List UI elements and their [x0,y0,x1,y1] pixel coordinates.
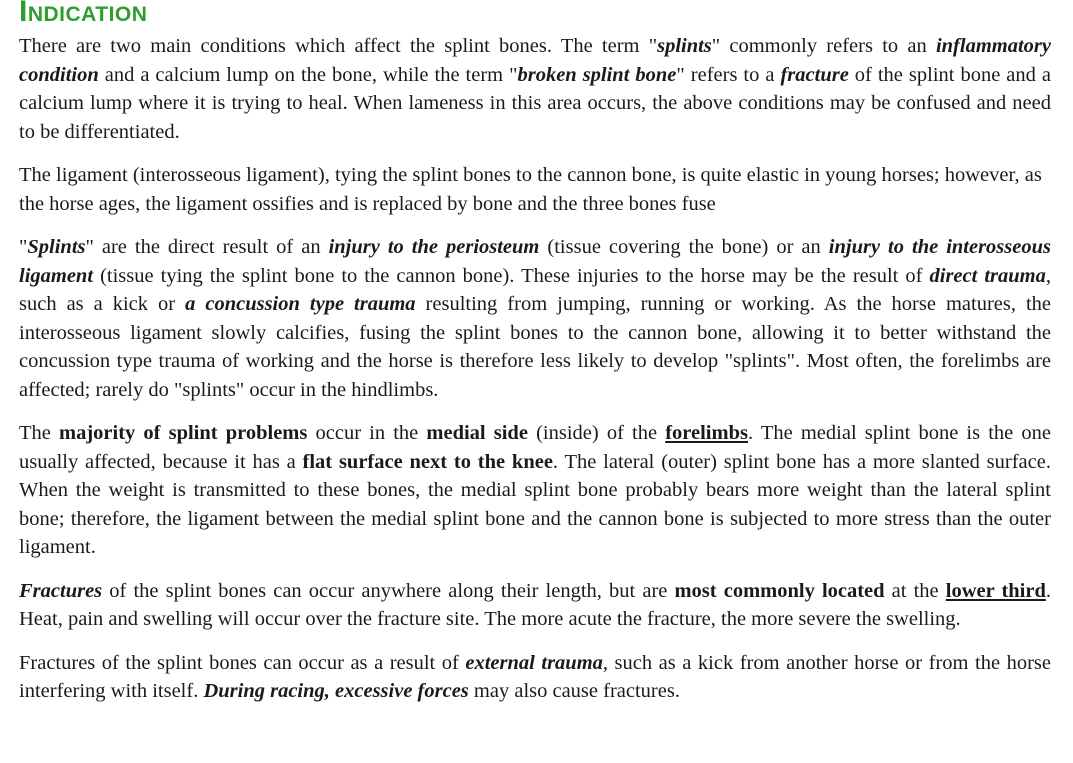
emphasis: splints [657,35,712,57]
text: and a calcium lump on the bone, while the term " [98,63,518,86]
text: (inside) of the [527,422,666,444]
paragraph-5 [19,577,1051,634]
text: at the [884,579,946,602]
bold-underlined-term: forelimbs [665,422,748,444]
emphasis: injury to the periosteum [328,236,540,258]
paragraph-3 [19,233,1051,404]
paragraph-2: The ligament (interosseous ligament), tying the splint bones to the cannon bone, is quite elastic in young horses; however, as the horse ages, the ligament ossifies and is replaced by bone and the three bones fuse [19,164,1042,215]
emphasis: During racing, excessive forces [203,680,469,702]
text: of the splint bone and a calcium lump where it is trying to heal. When lameness in this area occurs, the above conditions may be confused and need to be differentiated. [19,63,1052,143]
section-heading: Indication [19,0,148,28]
text: The [19,422,59,444]
emphasis: a concussion type trauma [185,293,416,315]
text: of the splint bones can occur anywhere along their length, but are [102,579,675,602]
text: (tissue tying the splint bone to the cannon bone). These injuries to the horse may be the result of [93,264,930,287]
text: occur in the [307,422,427,444]
emphasis: external trauma [465,651,603,674]
emphasis: Fractures [19,579,103,602]
text: " refers to a [676,63,781,86]
text: (tissue covering the bone) or an [539,236,829,258]
emphasis: broken splint bone [517,63,677,86]
bold-term: majority of splint problems [59,422,308,444]
text: There are two main conditions which affect the splint bones. The term " [19,35,658,57]
bold-term: medial side [426,422,528,444]
paragraph-6 [19,649,1051,706]
text: , such as a kick from another horse or from the horse interfering with itself. [19,651,1051,702]
emphasis: injury to the interosseous ligament [19,236,1051,287]
text: may also cause fractures. [468,680,680,702]
text: " commonly refers to an [711,35,936,57]
text: " [19,236,28,258]
text: " are the direct result of an [85,236,329,258]
bold-underlined-term: lower third [945,579,1046,602]
text: Fractures of the splint bones can occur as a result of [19,651,466,674]
text: . The lateral (outer) splint bone has a more slanted surface. When the weight is transmitted to these bones, the medial splint bone probably bears more weight than the lateral splint bone; therefore, the ligament between the medial splint bone and the cannon bone is subjected to more stress than the outer ligament. [19,450,1051,558]
paragraph-4 [19,419,1051,562]
text: resulting from jumping, running or working. As the horse matures, the interosseous ligament slowly calcifies, fusing the splint bones to the cannon bone, allowing it to better withstand the concussion type trauma of working and the horse is therefore less likely to develop "splints". Most often, the forelimbs are affected; rarely do "splints" occur in the hindlimbs. [19,293,1052,401]
text: . The medial splint bone is the one usually affected, because it has a [19,422,1052,473]
bold-term: most commonly located [674,579,885,602]
emphasis: Splints [27,236,86,258]
emphasis: direct trauma [929,264,1046,287]
bold-term: flat surface next to the knee [302,450,553,473]
text: . Heat, pain and swelling will occur over the fracture site. The more acute the fracture, the more severe the swelling. [19,579,1051,630]
emphasis: fracture [780,63,849,86]
emphasis: inflammatory condition [19,35,1051,86]
text: , such as a kick or [19,264,1051,315]
paragraph-1 [19,32,1051,146]
